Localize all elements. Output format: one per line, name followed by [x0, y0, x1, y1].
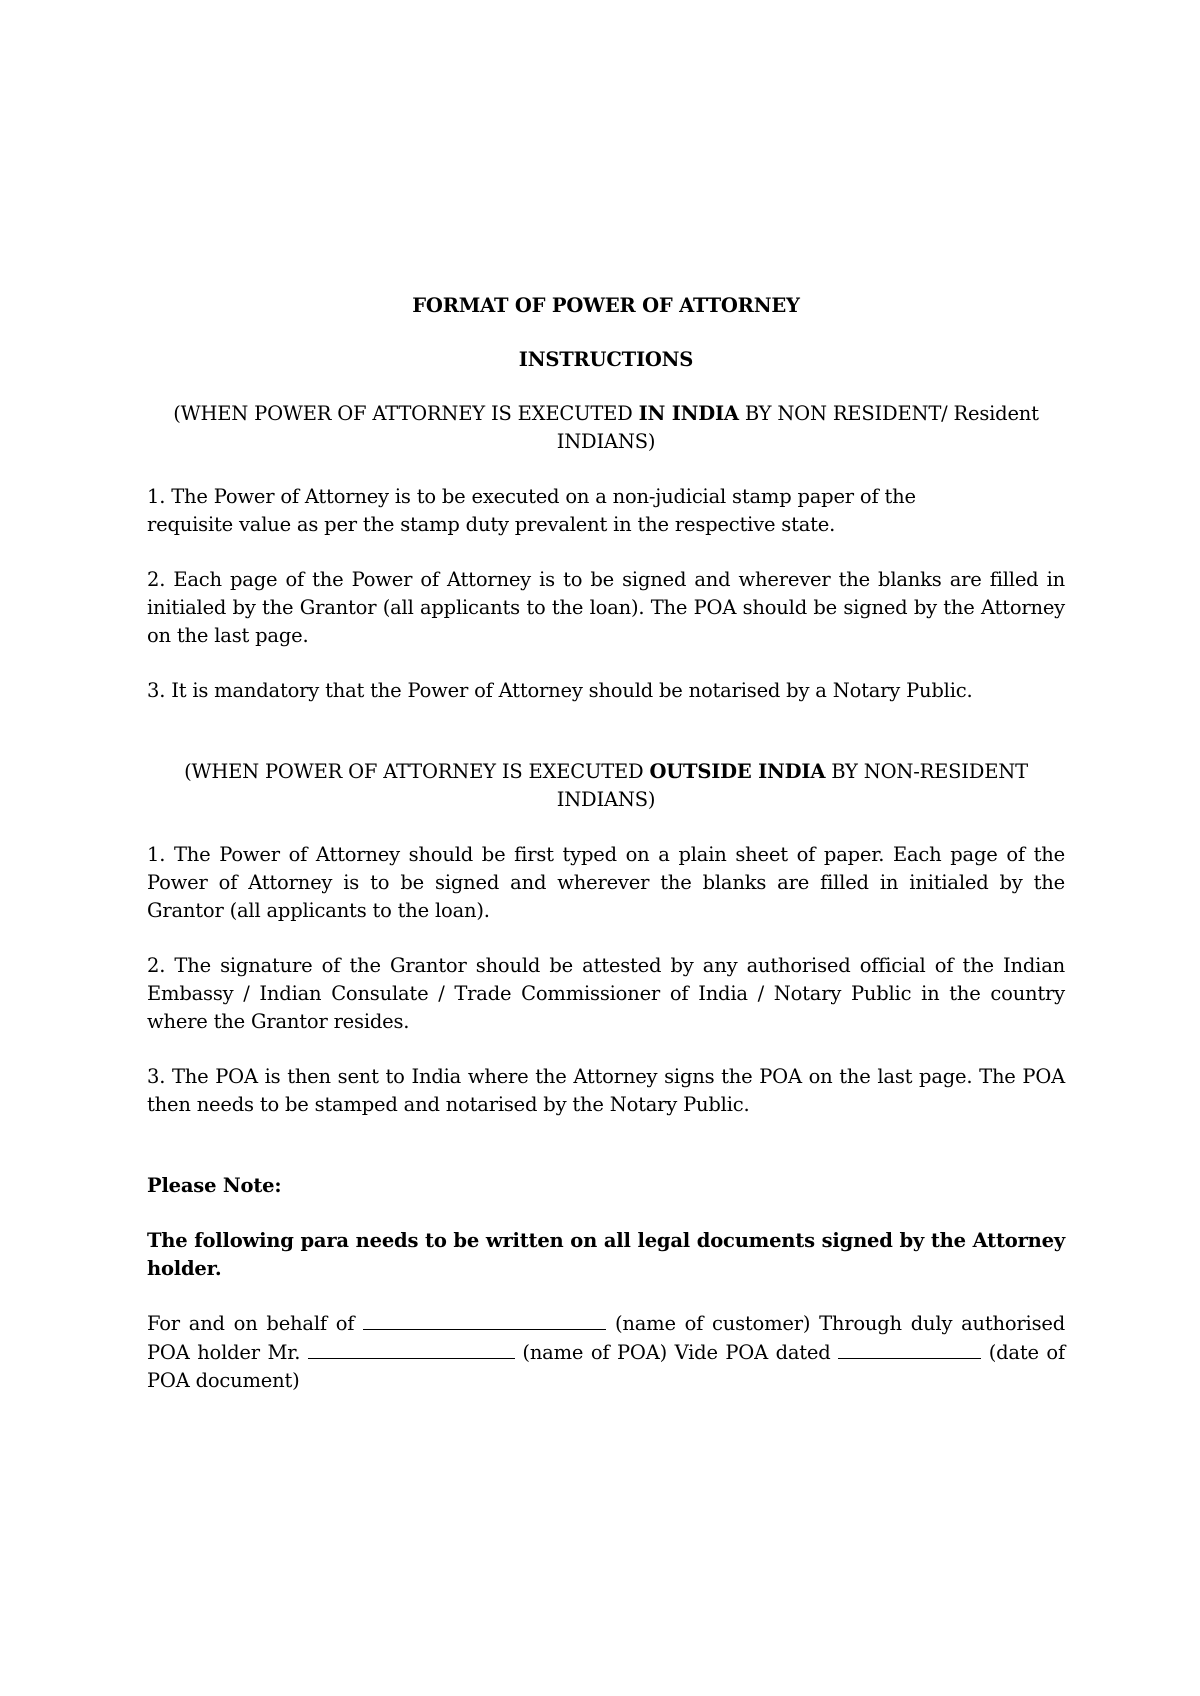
poa-name-blank: [308, 1338, 515, 1359]
section2-item-3: 3. The POA is then sent to India where the Attorney signs the POA on the last page. The POA then needs to be stamped and notarised by the Notary Public.: [147, 1065, 1065, 1116]
document-body: [147, 292, 1065, 1395]
section-heading-line2: INDIANS): [556, 788, 656, 811]
section-heading-line2: INDIANS): [556, 430, 656, 453]
section-heading-emphasis: OUTSIDE INDIA: [649, 760, 826, 783]
section-heading-in-india: [147, 400, 1065, 456]
attorney-para-part1: For and on behalf of: [147, 1312, 364, 1335]
please-note-label: Please Note:: [147, 1174, 282, 1197]
section-heading-suffix: BY NON RESIDENT/ Resident: [738, 402, 1039, 425]
section1-item-1-line1: 1. The Power of Attorney is to be executed on a non-judicial stamp paper of the: [147, 485, 916, 508]
section1-item-1: [147, 483, 1065, 539]
customer-name-blank: [363, 1309, 606, 1330]
section2-item-2: 2. The signature of the Grantor should be attested by any authorised official of the Indian Embassy / Indian Consulate / Trade Commissioner of India / Notary Public in the country where the Grantor resides.: [147, 954, 1065, 1033]
instructions-heading: INSTRUCTIONS: [518, 348, 694, 371]
attorney-para-part2: (name of customer) Through duly authorised POA holder Mr.: [147, 1312, 1066, 1364]
section-heading-suffix: BY NON-RESIDENT: [825, 760, 1028, 783]
section1-item-1-line2: requisite value as per the stamp duty prevalent in the respective state.: [147, 513, 836, 536]
attorney-para: [147, 1309, 1065, 1395]
poa-date-blank: [838, 1338, 981, 1359]
section2-item-1: 1. The Power of Attorney should be first typed on a plain sheet of paper. Each page of the Power of Attorney is to be signed and wherever the blanks are filled in initialed by the Grantor (all applicants to the loan).: [147, 843, 1065, 922]
attorney-para-part4: (date of POA document): [147, 1341, 1065, 1392]
section1-item-2: 2. Each page of the Power of Attorney is to be signed and wherever the blanks are filled in initialed by the Grantor (all applicants to the loan). The POA should be signed by the Attorney on the last page.: [147, 568, 1065, 647]
section-heading-prefix: (WHEN POWER OF ATTORNEY IS EXECUTED: [173, 402, 639, 425]
document-title: FORMAT OF POWER OF ATTORNEY: [412, 294, 800, 317]
note-instruction: The following para needs to be written on all legal documents signed by the Attorney holder.: [147, 1229, 1065, 1280]
section1-item-3: 3. It is mandatory that the Power of Attorney should be notarised by a Notary Public.: [147, 679, 973, 702]
section-heading-outside-india: [147, 758, 1065, 814]
section-heading-emphasis: IN INDIA: [638, 402, 739, 425]
section-heading-prefix: (WHEN POWER OF ATTORNEY IS EXECUTED: [184, 760, 650, 783]
attorney-para-part3: (name of POA) Vide POA dated: [514, 1341, 839, 1364]
